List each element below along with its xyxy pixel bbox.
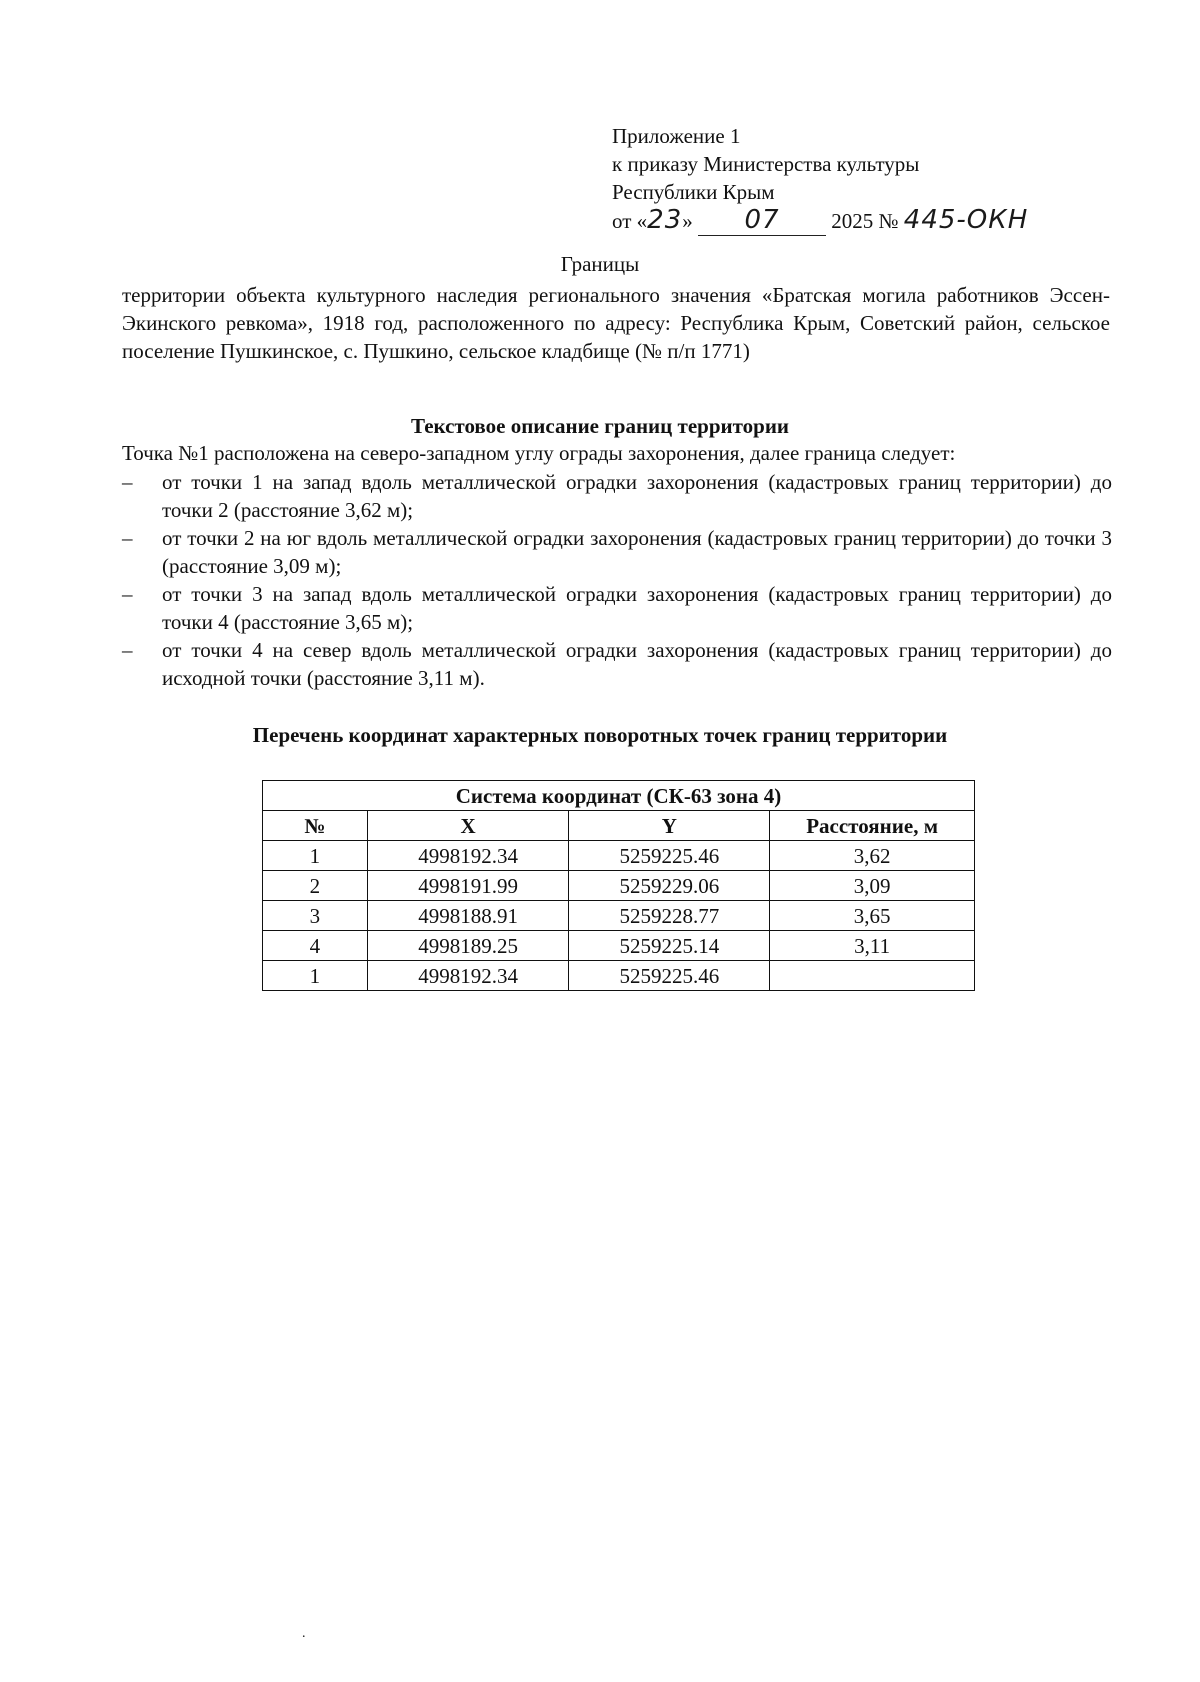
cell-distance: 3,65 — [770, 901, 975, 931]
cell-y: 5259225.46 — [569, 961, 770, 991]
coordinates-table — [262, 780, 975, 991]
table-row — [263, 961, 975, 991]
date-mid: » — [682, 209, 693, 233]
coordinates-list-title: Перечень координат характерных поворотных точек границ территории — [252, 723, 948, 747]
section-title: Текстовое описание границ территории — [410, 414, 790, 438]
cell-y: 5259229.06 — [569, 871, 770, 901]
annex-line-2: к приказу Министерства культуры — [612, 152, 920, 176]
annex-line-1: Приложение 1 — [612, 124, 741, 148]
annex-date-line — [612, 206, 1112, 236]
list-item-text: от точки 1 на запад вдоль металлической оградки захоронения (кадастровых границ территории) до точки 2 (расстояние 3,62 м); — [162, 470, 1112, 522]
dash-marker: – — [122, 470, 133, 494]
list-item-text: от точки 2 на юг вдоль металлической оградки захоронения (кадастровых границ территории) до точки 3 (расстояние 3,09 м); — [162, 526, 1112, 578]
dash-marker: – — [122, 582, 133, 606]
cell-x: 4998191.99 — [367, 871, 569, 901]
cell-y: 5259228.77 — [569, 901, 770, 931]
date-prefix: от « — [612, 209, 648, 233]
cell-number: 1 — [263, 841, 368, 871]
cell-y: 5259225.46 — [569, 841, 770, 871]
cell-x: 4998189.25 — [367, 931, 569, 961]
cell-x: 4998188.91 — [367, 901, 569, 931]
stray-mark: . — [302, 1626, 306, 1641]
document-title: Границы — [560, 252, 640, 276]
subject-paragraph: территории объекта культурного наследия регионального значения «Братская могила работников Эссен-Экинского ревкома», 1918 год, расположенного по адресу: Республика Крым, Советский район, сельское поселение Пушкинское, с. Пушкино, сельское кладбище (№ п/п 1771) — [122, 283, 1110, 363]
date-year: 2025 № — [831, 209, 899, 233]
cell-number: 2 — [263, 871, 368, 901]
boundary-list — [122, 468, 1112, 692]
list-item — [122, 580, 1112, 636]
annex-header — [612, 122, 1112, 236]
header-distance: Расстояние, м — [770, 811, 975, 841]
handwritten-order-number: 445-ОКН — [903, 205, 1029, 235]
cell-x: 4998192.34 — [367, 961, 569, 991]
dash-marker: – — [122, 526, 133, 550]
table-header-row — [263, 811, 975, 841]
table-row — [263, 841, 975, 871]
table-row — [263, 931, 975, 961]
month-field — [698, 206, 826, 236]
cell-number: 3 — [263, 901, 368, 931]
cell-distance: 3,11 — [770, 931, 975, 961]
list-item-text: от точки 3 на запад вдоль металлической оградки захоронения (кадастровых границ территории) до точки 4 (расстояние 3,65 м); — [162, 582, 1112, 634]
table-caption-row — [263, 781, 975, 811]
list-item — [122, 524, 1112, 580]
intro-text: Точка №1 расположена на северо-западном углу ограды захоронения, далее граница следует: — [122, 441, 956, 465]
header-number: № — [263, 811, 368, 841]
list-item-text: от точки 4 на север вдоль металлической оградки захоронения (кадастровых границ территории) до исходной точки (расстояние 3,11 м). — [162, 638, 1112, 690]
dash-marker: – — [122, 638, 133, 662]
handwritten-month: 07 — [744, 205, 780, 235]
cell-x: 4998192.34 — [367, 841, 569, 871]
table-caption: Система координат (СК-63 зона 4) — [263, 781, 975, 811]
list-item — [122, 636, 1112, 692]
cell-distance: 3,09 — [770, 871, 975, 901]
header-x: X — [367, 811, 569, 841]
cell-number: 1 — [263, 961, 368, 991]
list-item — [122, 468, 1112, 524]
cell-distance: 3,62 — [770, 841, 975, 871]
annex-line-3: Республики Крым — [612, 180, 775, 204]
handwritten-day: 23 — [647, 205, 683, 235]
table-row — [263, 871, 975, 901]
table-row — [263, 901, 975, 931]
cell-y: 5259225.14 — [569, 931, 770, 961]
header-y: Y — [569, 811, 770, 841]
cell-number: 4 — [263, 931, 368, 961]
cell-distance — [770, 961, 975, 991]
